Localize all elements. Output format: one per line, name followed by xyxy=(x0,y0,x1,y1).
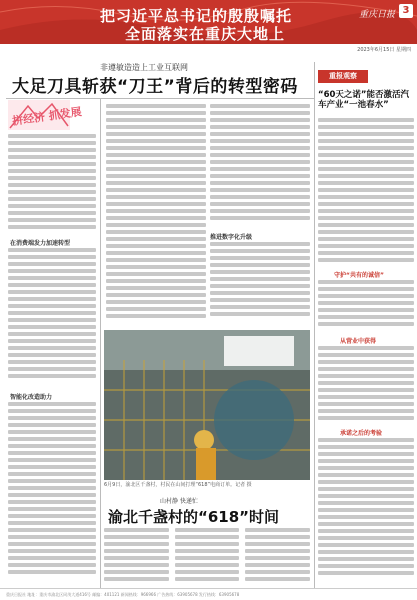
body-text-block xyxy=(318,280,414,332)
slogan-line-2: 全面落实在重庆大地上 xyxy=(125,25,286,43)
body-text-block xyxy=(318,438,414,586)
body-text-block xyxy=(104,528,310,586)
subhead: 在消费端发力加速转型 xyxy=(10,240,71,247)
photo-caption: 6月9日，渝北区千盏村，村民在山间打理“618”电商订单。记者 摄 xyxy=(104,482,252,488)
slogan-line-1: 把习近平总书记的殷殷嘱托 xyxy=(100,7,293,25)
column-rule xyxy=(100,98,101,588)
headline-kicker: 非遵敏造造上工业互联网 xyxy=(100,63,188,72)
body-text-block xyxy=(8,402,96,586)
body-text-block xyxy=(8,134,96,234)
body-text-block xyxy=(8,248,96,388)
subhead: 从营业中获得 xyxy=(340,338,377,345)
promo-graphic xyxy=(8,100,83,130)
body-text-block xyxy=(318,346,414,424)
masthead-banner xyxy=(0,0,417,44)
subhead: 承诺之后的考验 xyxy=(340,430,383,437)
date-line: 2023年6月15日 星期四 xyxy=(357,47,411,53)
page-footer: 重庆日报社 地址：重庆市渝北区同茂大道416号 邮编：401121 新闻热线：966966 广告热线：63905678 发行热线：63905678 xyxy=(0,588,417,600)
body-text-block xyxy=(210,104,310,228)
paper-logo: 重庆日报 xyxy=(358,10,395,20)
section-label: 重报观察 xyxy=(318,70,368,83)
subhead: 守护“共有的诚信” xyxy=(334,272,384,279)
page-number: 3 xyxy=(399,4,413,18)
subhead: 推进数字化升级 xyxy=(210,234,253,241)
body-text-block xyxy=(106,104,206,326)
column-rule xyxy=(314,62,315,588)
body-text-block xyxy=(210,242,310,326)
bottom-kicker: 山村静 快递忙 xyxy=(160,498,198,505)
news-photo xyxy=(104,330,310,480)
body-text-block xyxy=(318,118,414,268)
promo-text: 拼经济 抓发展 xyxy=(11,105,83,128)
main-headline: 大足刀具斩获“刀王”背后的转型密码 xyxy=(12,77,298,97)
right-column-title: “60天之诺”能否激活汽车产业“一池春水” xyxy=(318,90,410,110)
subhead: 智能化改造助力 xyxy=(10,394,53,401)
headline-rule xyxy=(6,98,314,99)
bottom-headline: 渝北千盏村的“618”时间 xyxy=(108,508,280,526)
